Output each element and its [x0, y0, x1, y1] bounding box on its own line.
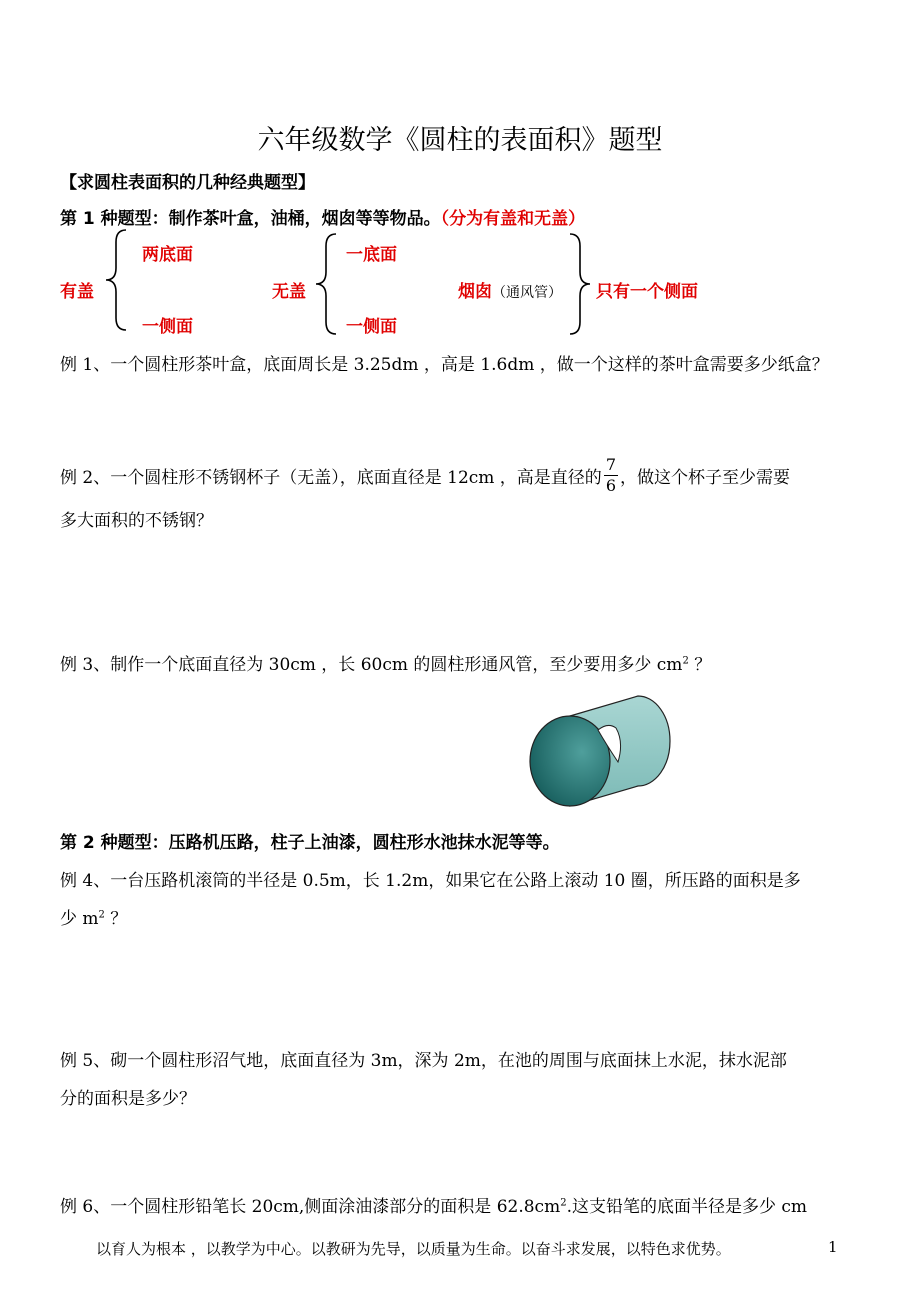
example-6-superscript: 2 [560, 1197, 567, 1209]
type2-line: 第 2 种题型：压路机压路，柱子上油漆，圆柱形水池抹水泥等等。 [60, 833, 560, 853]
footer-motto: 以育人为根本 ，以教学为中心。以教研为先导，以质量为生命。以奋斗求发展，以特色求优势。 [96, 1240, 731, 1258]
brace-chimney [566, 232, 592, 336]
fraction-denominator: 6 [605, 475, 616, 495]
example-5-line1: 例 5、砌一个圆柱形沼气地，底面直径为 3m，深为 2m，在池的周围与底面抹上水泥，抹水泥部 [60, 1051, 787, 1071]
fraction-seven-sixths [604, 455, 618, 496]
example-4-line2 [60, 904, 127, 929]
example-4-superscript: 2 [98, 909, 105, 921]
example-4-end: ？ [104, 909, 128, 929]
with-lid-two-bases: 两底面 [142, 245, 193, 265]
type1-line [60, 204, 585, 229]
example-2-line2: 多大面积的不锈钢？ [60, 511, 213, 531]
example-6-end: .这支铅笔的底面半径是多少 cm [566, 1197, 808, 1217]
example-1: 例 1、一个圆柱形茶叶盒，底面周长是 3.25dm ，高是 1.6dm ，做一个这样的茶叶盒需要多少纸盒？ [60, 355, 829, 375]
type1-note: （分为有盖和无盖） [440, 209, 586, 229]
chimney-group [458, 277, 562, 302]
example-3-superscript: 2 [682, 655, 689, 667]
example-3 [60, 650, 711, 675]
chimney-only-side: 只有一个侧面 [596, 282, 698, 302]
section-heading: 【求圆柱表面积的几种经典题型】 [60, 173, 315, 193]
example-3-end: ？ [688, 655, 712, 675]
example-6 [60, 1192, 807, 1217]
cylinder-tube-illustration [526, 692, 676, 810]
page-number: 1 [828, 1238, 838, 1256]
brace-with-lid [104, 228, 130, 332]
with-lid-side: 一侧面 [142, 317, 193, 337]
example-3-text: 例 3、制作一个底面直径为 30cm ，长 60cm 的圆柱形通风管，至少要用多少 cm [60, 655, 683, 675]
example-2-line1 [60, 452, 790, 498]
type1-label: 第 1 种题型：制作茶叶盒，油桶，烟囱等等物品。 [60, 209, 441, 229]
fraction-numerator: 7 [605, 454, 616, 474]
example-4-text: 少 m [60, 909, 99, 929]
example-6-text: 例 6、一个圆柱形铅笔长 20cm,侧面涂油漆部分的面积是 62.8cm [60, 1197, 561, 1217]
no-lid-label: 无盖 [272, 282, 306, 302]
with-lid-label: 有盖 [60, 282, 94, 302]
example-2-text-b: ，做这个杯子至少需要 [620, 467, 790, 488]
page-title: 六年级数学《圆柱的表面积》题型 [257, 125, 663, 156]
chimney-label: 烟囱 [458, 282, 492, 302]
example-5-line2: 分的面积是多少？ [60, 1089, 196, 1109]
example-4-line1: 例 4、一台压路机滚筒的半径是 0.5m，长 1.2m，如果它在公路上滚动 10 圈，所压路的面积是多 [60, 871, 801, 891]
brace-no-lid [314, 232, 340, 336]
example-2-text-a: 例 2、一个圆柱形不锈钢杯子（无盖），底面直径是 12cm ，高是直径的 [60, 467, 602, 488]
no-lid-side: 一侧面 [346, 317, 397, 337]
chimney-note: （通风管） [492, 285, 562, 301]
no-lid-one-base: 一底面 [346, 245, 397, 265]
